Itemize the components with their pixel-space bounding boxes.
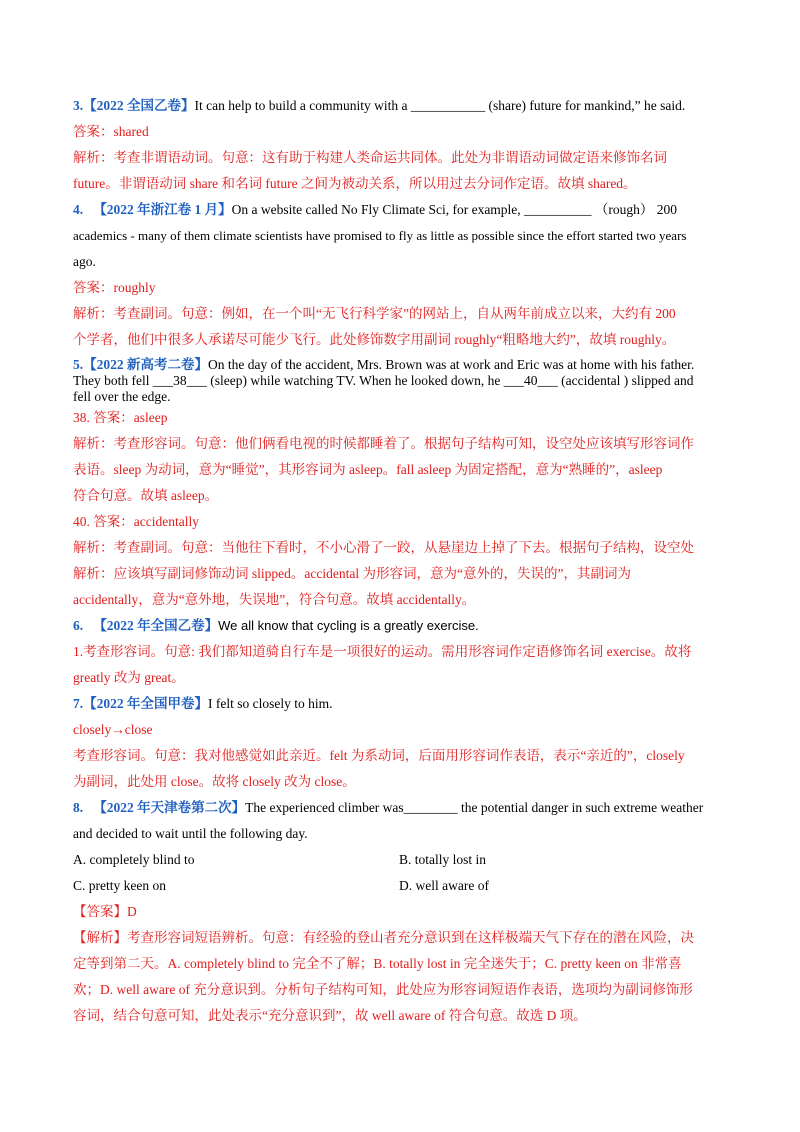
option-a: A. completely blind to bbox=[73, 852, 195, 867]
stem-text: and decided to wait until the following day. bbox=[73, 826, 308, 841]
answer: 40. 答案：accidentally bbox=[73, 514, 199, 529]
stem-text: the potential danger in such extreme weather bbox=[457, 800, 704, 815]
analysis-line: 欢；D. well aware of 充分意识到。分析句子结构可知，此处应为形容词短语作表语，选项均为副词修饰形 bbox=[73, 982, 693, 997]
blank: ___________ bbox=[410, 98, 486, 113]
analysis-line: 解析：考查副词。句意：例如，在一个叫“无飞行科学家”的网站上，自从两年前成立以来，大约有 200 bbox=[73, 306, 676, 321]
stem-text: (sleep) while watching TV. When he looked down, he bbox=[206, 373, 504, 388]
analysis-line: 1.考查形容词。句意: 我们都知道骑自行车是一项很好的运动。需用形容词作定语修饰名词 exercise。故将 bbox=[73, 644, 692, 659]
question-4 bbox=[73, 197, 733, 353]
question-number: 6. bbox=[73, 618, 84, 633]
blank-40: ___40___ bbox=[503, 373, 558, 388]
options-row bbox=[73, 873, 733, 899]
question-number: 4. bbox=[73, 202, 84, 217]
stem-text: I felt so closely to him. bbox=[208, 696, 333, 711]
question-8-stem bbox=[73, 795, 733, 821]
analysis-line: 表语。sleep 为动词，意为“睡觉”，其形容词为 asleep。fall asleep 为固定搭配，意为“熟睡的”，asleep bbox=[73, 462, 663, 477]
analysis-line: accidentally，意为“意外地，失误地”，符合句意。故填 accidentally。 bbox=[73, 592, 476, 607]
question-6 bbox=[73, 613, 733, 691]
stem-text: academics - many of them climate scientists have promised to fly as little as possible since the effort started two years bbox=[73, 228, 687, 243]
question-number: 8. bbox=[73, 800, 84, 815]
question-5 bbox=[73, 357, 733, 613]
stem-text: On a website called No Fly Climate Sci, for example, __________ （rough） 200 bbox=[231, 202, 678, 217]
option-b: B. totally lost in bbox=[399, 852, 487, 867]
analysis-line: future。非谓语动词 share 和名词 future 之间为被动关系，所以用过去分词作定语。故填 shared。 bbox=[73, 176, 637, 191]
stem-text: (share) future for mankind,” he said. bbox=[485, 98, 686, 113]
options-row bbox=[73, 847, 733, 873]
stem-text: fell over the edge. bbox=[73, 389, 171, 404]
question-number: 3. bbox=[73, 98, 84, 113]
blank-38: ___38___ bbox=[152, 373, 207, 388]
analysis-line: 解析：考查非谓语动词。句意：这有助于构建人类命运共同体。此处为非谓语动词做定语来修饰名词 bbox=[73, 150, 667, 165]
stem-text: They both fell bbox=[73, 373, 153, 388]
question-7 bbox=[73, 691, 733, 795]
source-tag: 【2022 新高考二卷】 bbox=[83, 357, 208, 372]
source-tag: 【2022 年全国甲卷】 bbox=[83, 696, 208, 711]
analysis-line: 容词，结合句意可知，此处表示“充分意识到”，故 well aware of 符合句意。故选 D 项。 bbox=[73, 1008, 587, 1023]
analysis-line: 为副词，此处用 close。故将 closely 改为 close。 bbox=[73, 774, 356, 789]
analysis-line: 个学者，他们中很多人承诺尽可能少飞行。此处修饰数字用副词 roughly“粗略地大约”，故填 roughly。 bbox=[73, 332, 676, 347]
question-6-stem bbox=[73, 613, 733, 639]
question-5-stem-line bbox=[73, 373, 733, 389]
question-number: 7. bbox=[73, 696, 84, 711]
question-5-stem-line bbox=[73, 357, 733, 373]
option-c: C. pretty keen on bbox=[73, 878, 166, 893]
question-7-stem bbox=[73, 691, 733, 717]
question-8 bbox=[73, 795, 733, 1029]
source-tag: 【2022 全国乙卷】 bbox=[83, 98, 195, 113]
source-tag: 【2022 年天津卷第二次】 bbox=[93, 800, 246, 815]
analysis-line: 解析：考查形容词。句意：他们俩看电视的时候都睡着了。根据句子结构可知，设空处应该填写形容词作 bbox=[73, 436, 694, 451]
analysis-line: 【解析】考查形容词短语辨析。句意：有经验的登山者充分意识到在这样极端天气下存在的潜在风险，决 bbox=[73, 930, 694, 945]
stem-text: On the day of the accident, Mrs. Brown was at work and Eric was at home with his father. bbox=[208, 357, 695, 372]
source-tag: 【2022 年全国乙卷】 bbox=[93, 618, 219, 633]
stem-text: It can help to build a community with a bbox=[194, 98, 411, 113]
stem-text: (accidental ) slipped and bbox=[557, 373, 694, 388]
analysis-line: 解析：应该填写副词修饰动词 slipped。accidental 为形容词，意为“意外的，失误的”，其副词为 bbox=[73, 566, 631, 581]
stem-text: ago. bbox=[73, 254, 96, 269]
analysis-line: 解析：考查副词。句意：当他往下看时，不小心滑了一跤，从悬崖边上掉了下去。根据句子结构，设空处 bbox=[73, 540, 694, 555]
stem-text: The experienced climber was bbox=[245, 800, 404, 815]
answer: closely→close bbox=[73, 722, 153, 737]
answer: 答案：shared bbox=[73, 124, 149, 139]
answer: 【答案】D bbox=[73, 904, 137, 919]
analysis-line: 考查形容词。句意：我对他感觉如此亲近。felt 为系动词，后面用形容词作表语，表示“亲近的”，closely bbox=[73, 748, 685, 763]
option-d: D. well aware of bbox=[399, 878, 489, 893]
question-4-stem bbox=[73, 197, 733, 223]
answer: 答案：roughly bbox=[73, 280, 156, 295]
worksheet-page bbox=[73, 93, 733, 1029]
analysis-line: 定等到第二天。A. completely blind to 完全不了解；B. totally lost in 完全迷失于；C. pretty keen on 非常喜 bbox=[73, 956, 682, 971]
question-3-stem bbox=[73, 93, 733, 119]
analysis-line: greatly 改为 great。 bbox=[73, 670, 185, 685]
question-number: 5. bbox=[73, 357, 84, 372]
answer: 38. 答案：asleep bbox=[73, 410, 168, 425]
source-tag: 【2022 年浙江卷 1 月】 bbox=[93, 202, 232, 217]
question-3 bbox=[73, 93, 733, 197]
analysis-line: 符合句意。故填 asleep。 bbox=[73, 488, 219, 503]
blank: ________ bbox=[403, 800, 458, 815]
stem-text: We all know that cycling is a greatly exercise. bbox=[218, 618, 479, 633]
